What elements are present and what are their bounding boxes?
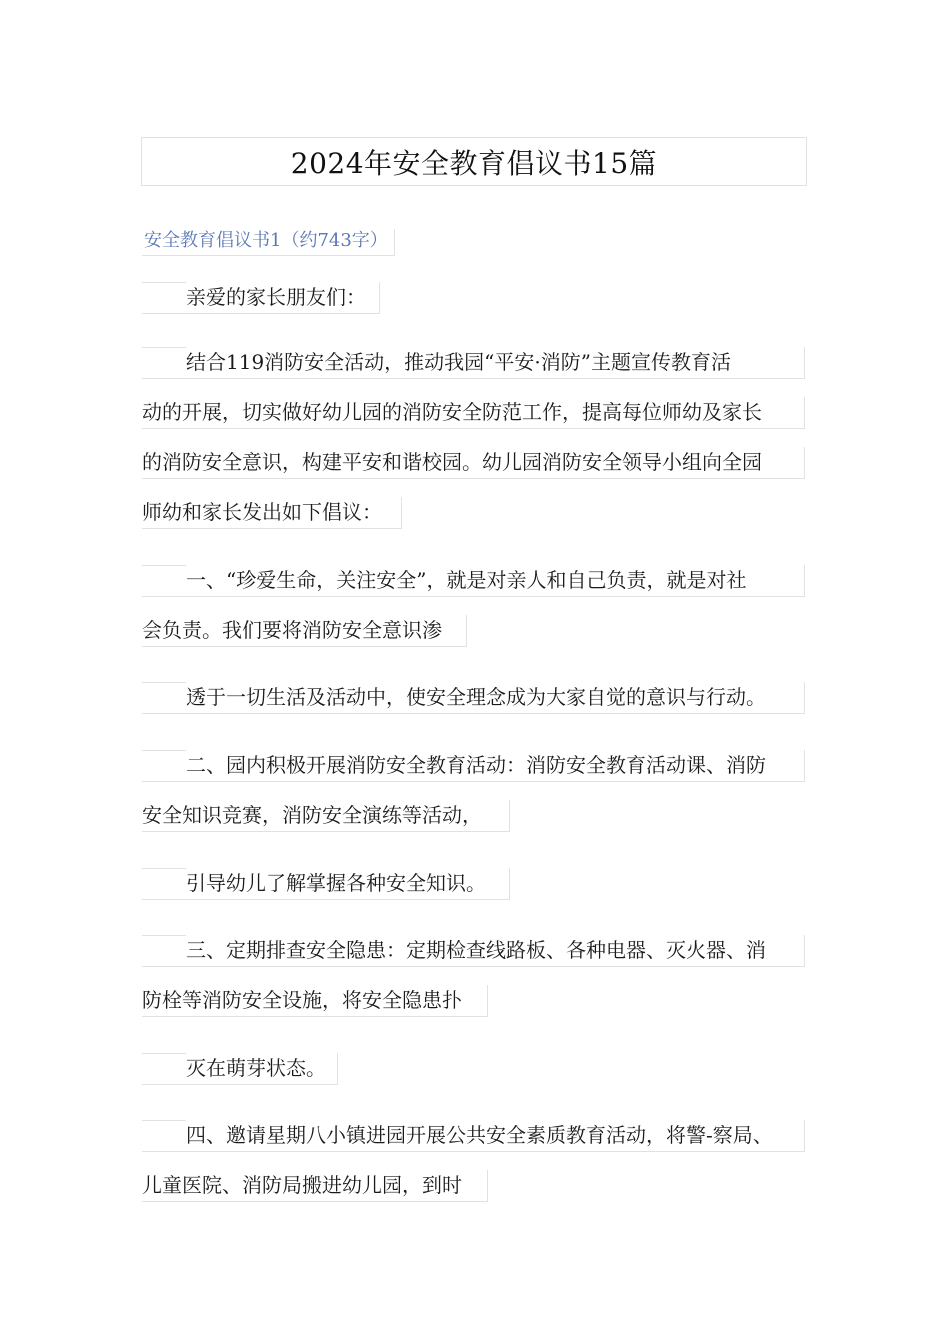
section-heading: 安全教育倡议书1（约743字） (142, 229, 395, 256)
paragraph-line: 透于一切生活及活动中，使安全理念成为大家自觉的意识与行动。 (142, 682, 805, 714)
title-box (141, 137, 807, 186)
greeting-line: 亲爱的家长朋友们： (142, 282, 380, 314)
paragraph-line: 结合119消防安全活动，推动我园“平安·消防”主题宣传教育活 (142, 347, 805, 379)
paragraph-line: 动的开展，切实做好幼儿园的消防安全防范工作，提高每位师幼及家长 (142, 397, 805, 429)
paragraph-line: 儿童医院、消防局搬进幼儿园，到时 (142, 1170, 488, 1202)
paragraph-line: 会负责。我们要将消防安全意识渗 (142, 615, 467, 647)
page-title: 2024年安全教育倡议书15篇 (290, 146, 658, 180)
paragraph-line: 防栓等消防安全设施，将安全隐患扑 (142, 985, 488, 1017)
paragraph-line: 一、“珍爱生命，关注安全”，就是对亲人和自己负责，就是对社 (142, 565, 805, 597)
paragraph-line: 安全知识竞赛，消防安全演练等活动， (142, 800, 510, 832)
paragraph-line: 引导幼儿了解掌握各种安全知识。 (142, 868, 510, 900)
paragraph-line: 灭在萌芽状态。 (142, 1053, 338, 1085)
paragraph-line: 二、园内积极开展消防安全教育活动：消防安全教育活动课、消防 (142, 750, 805, 782)
paragraph-line: 四、邀请星期八小镇进园开展公共安全素质教育活动，将警-察局、 (142, 1120, 805, 1152)
paragraph-line: 三、定期排查安全隐患：定期检查线路板、各种电器、灭火器、消 (142, 935, 805, 967)
paragraph-line: 师幼和家长发出如下倡议： (142, 497, 402, 529)
paragraph-line: 的消防安全意识，构建平安和谐校园。幼儿园消防安全领导小组向全园 (142, 447, 805, 479)
